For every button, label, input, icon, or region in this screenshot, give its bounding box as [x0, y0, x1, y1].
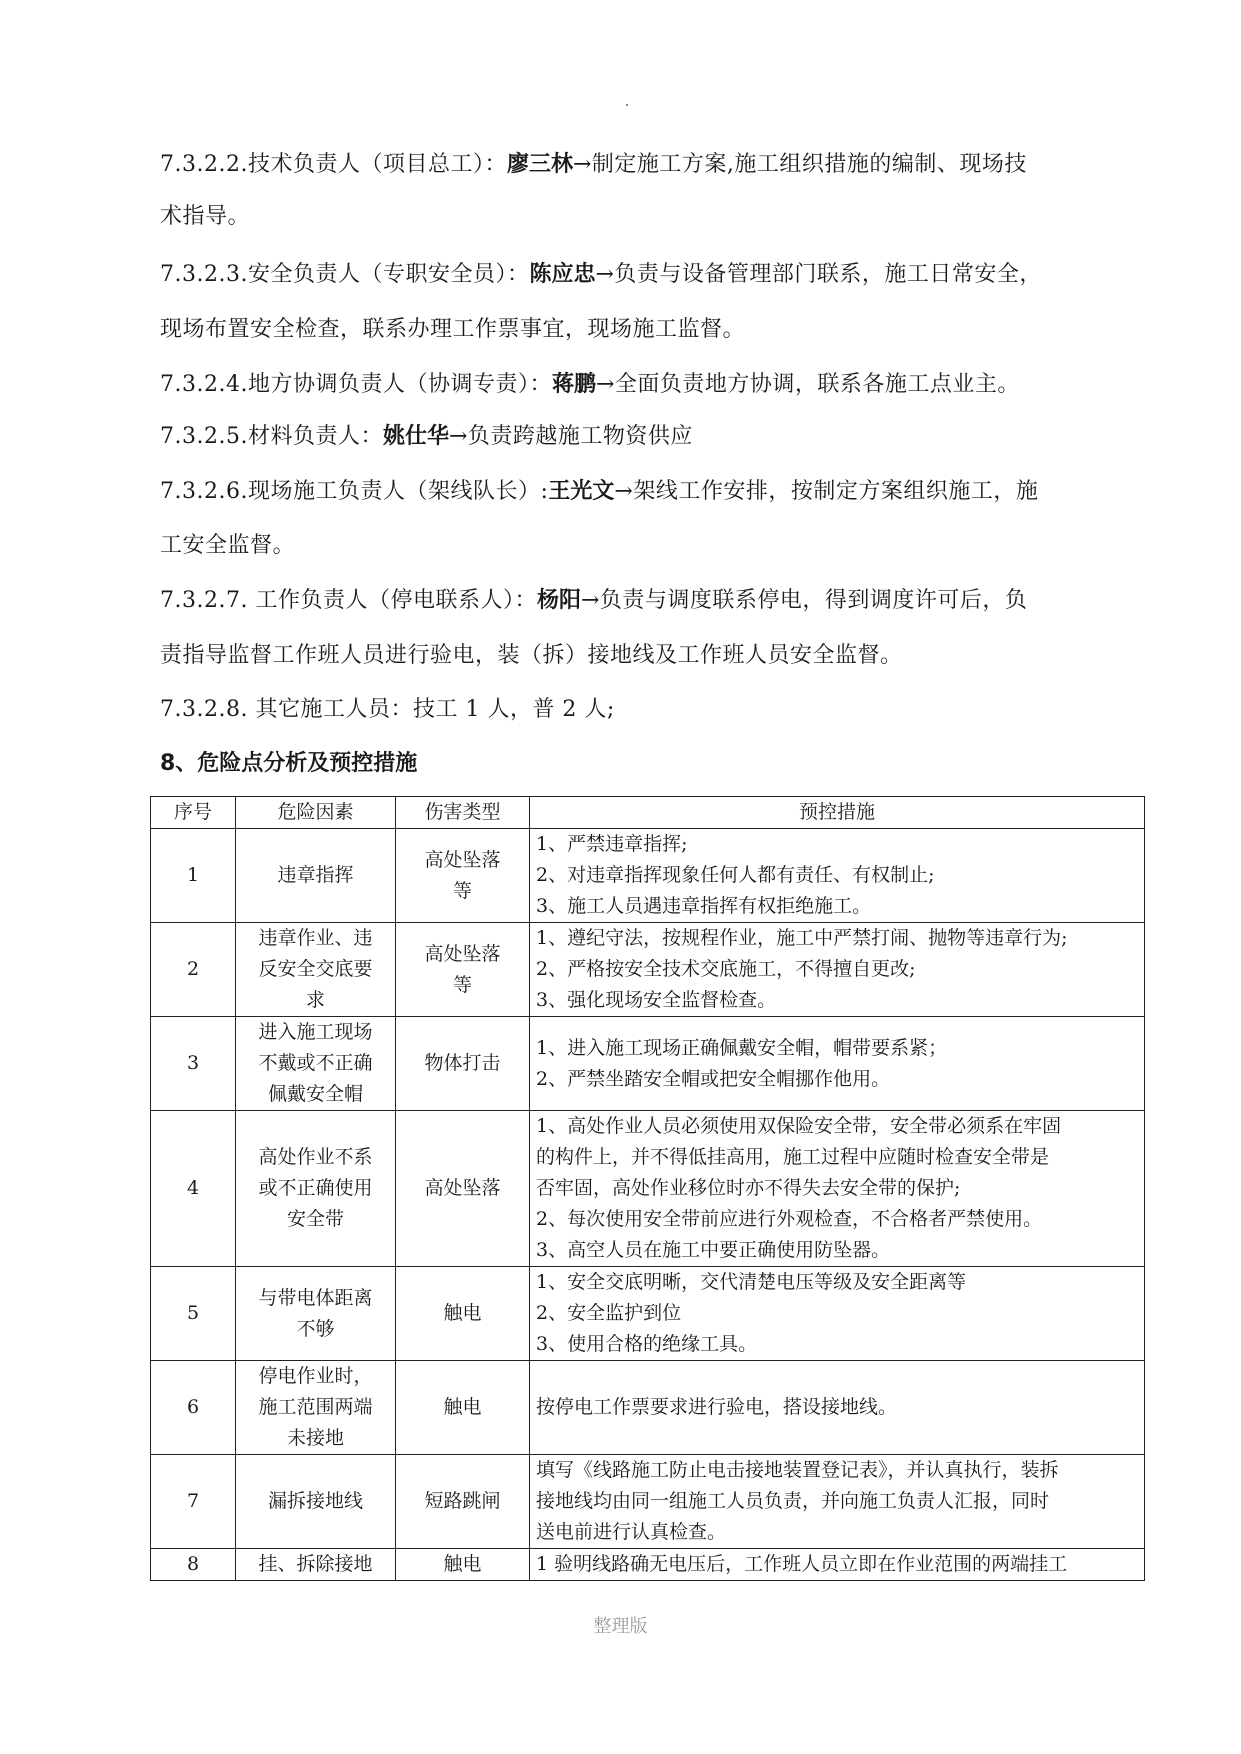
cell-measures-line: 3、施工人员遇违章指挥有权拒绝施工。: [536, 895, 872, 917]
cell-measures-line: 1、遵纪守法，按规程作业，施工中严禁打闹、抛物等违章行为;: [536, 927, 1068, 949]
text-line: 7.3.2.7. 工作负责人（停电联系人）：杨阳→负责与调度联系停电，得到调度许可后，负: [160, 588, 1028, 613]
section-heading: 8、危险点分析及预控措施: [160, 751, 418, 776]
table-row: [151, 923, 1145, 1017]
cell-harm-line: 物体打击: [424, 1052, 501, 1074]
cell-factor: [236, 1549, 396, 1581]
cell-factor-line: 不戴或不正确: [258, 1052, 373, 1074]
text-line: 7.3.2.5.材料负责人：姚仕华→负责跨越施工物资供应: [160, 424, 693, 449]
header-no: 序号: [151, 797, 236, 829]
person-name: 廖三林: [506, 152, 573, 177]
cell-factor-line: 挂、拆除接地: [258, 1553, 373, 1575]
cell-no: 5: [151, 1267, 236, 1361]
cell-measures: [530, 1549, 1145, 1581]
cell-measures-line: 2、每次使用安全带前应进行外观检查，不合格者严禁使用。: [536, 1208, 1043, 1230]
cell-factor-line: 漏拆接地线: [267, 1490, 363, 1512]
header-measures: 预控措施: [530, 797, 1145, 829]
header-factor: 危险因素: [236, 797, 396, 829]
cell-no: 7: [151, 1455, 236, 1549]
text-line: 术指导。: [160, 204, 251, 229]
cell-harm-line: 触电: [443, 1396, 482, 1418]
table-row: [151, 1111, 1145, 1267]
cell-factor-line: 安全带: [286, 1208, 344, 1230]
cell-measures-line: 3、高空人员在施工中要正确使用防坠器。: [536, 1239, 891, 1261]
cell-measures-line: 3、强化现场安全监督检查。: [536, 989, 777, 1011]
cell-harm: [396, 1549, 530, 1581]
cell-factor: [236, 1455, 396, 1549]
cell-harm: [396, 1017, 530, 1111]
table-row: [151, 1361, 1145, 1455]
table-row: [151, 1455, 1145, 1549]
cell-harm-line: 等: [452, 879, 472, 902]
text-line: 7.3.2.6.现场施工负责人（架线队长）:王光文→架线工作安排，按制定方案组织施工，施: [160, 479, 1039, 504]
table-row: [151, 829, 1145, 923]
header-mark: [626, 104, 628, 106]
cell-no: 1: [151, 829, 236, 923]
cell-factor-line: 佩戴安全帽: [267, 1083, 363, 1105]
table-header-row: [151, 797, 1145, 829]
cell-harm: [396, 923, 530, 1017]
cell-measures-line: 1、高处作业人员必须使用双保险安全带，安全带必须系在牢固: [536, 1115, 1062, 1137]
cell-harm-line: 触电: [443, 1553, 482, 1575]
cell-measures-line: 2、严禁坐踏安全帽或把安全帽挪作他用。: [536, 1067, 891, 1090]
cell-no: 2: [151, 923, 236, 1017]
table-row: [151, 1017, 1145, 1111]
person-name: 王光文: [548, 479, 615, 504]
table-row: [151, 1267, 1145, 1361]
cell-measures-line: 送电前进行认真检查。: [536, 1521, 727, 1543]
cell-factor: [236, 1361, 396, 1455]
cell-measures-line: 1、安全交底明晰，交代清楚电压等级及安全距离等: [536, 1271, 967, 1293]
cell-measures-line: 接地线均由同一组施工人员负责，并向施工负责人汇报，同时: [536, 1490, 1050, 1512]
cell-harm-line: 高处坠落: [424, 942, 501, 965]
cell-factor-line: 未接地: [286, 1427, 344, 1449]
text-line: 工安全监督。: [160, 533, 296, 558]
cell-harm: [396, 829, 530, 923]
header-harm: 伤害类型: [396, 797, 530, 829]
table-row: [151, 1549, 1145, 1581]
cell-factor-line: 不够: [296, 1317, 335, 1340]
cell-measures-line: 2、严格按安全技术交底施工，不得擅自更改;: [536, 958, 916, 980]
person-name: 姚仕华: [382, 424, 449, 449]
cell-measures: [530, 829, 1145, 923]
cell-harm-line: 高处坠落: [424, 848, 501, 871]
cell-factor-line: 求: [305, 989, 325, 1011]
cell-measures-line: 2、安全监护到位: [536, 1302, 682, 1324]
cell-no: 6: [151, 1361, 236, 1455]
cell-measures: [530, 923, 1145, 1017]
cell-harm: [396, 1111, 530, 1267]
cell-harm-line: 高处坠落: [424, 1177, 501, 1199]
footer-label: 整理版: [593, 1616, 648, 1637]
cell-measures-line: 1、严禁违章指挥;: [536, 833, 688, 855]
cell-measures: [530, 1455, 1145, 1549]
cell-measures-line: 填写《线路施工防止电击接地装置登记表》，并认真执行，装拆: [536, 1459, 1059, 1481]
cell-measures-line: 1 验明线路确无电压后，工作班人员立即在作业范围的两端挂工: [536, 1553, 1068, 1575]
cell-harm-line: 等: [452, 973, 472, 996]
cell-measures-line: 2、对违章指挥现象任何人都有责任、有权制止;: [536, 864, 935, 886]
cell-harm-line: 短路跳闸: [424, 1490, 501, 1512]
text-line: 责指导监督工作班人员进行验电，装（拆）接地线及工作班人员安全监督。: [160, 643, 903, 668]
cell-measures-line: 1、进入施工现场正确佩戴安全帽，帽带要系紧；: [536, 1036, 948, 1059]
cell-measures-line: 的构件上，并不得低挂高用，施工过程中应随时检查安全带是: [536, 1146, 1050, 1168]
cell-measures: [530, 1017, 1145, 1111]
cell-harm: [396, 1455, 530, 1549]
cell-factor: [236, 1017, 396, 1111]
cell-factor: [236, 1111, 396, 1267]
cell-factor-line: 违章指挥: [277, 864, 354, 886]
cell-measures: [530, 1267, 1145, 1361]
cell-factor-line: 停电作业时，: [258, 1365, 373, 1387]
text-line: 7.3.2.3.安全负责人（专职安全员）：陈应忠→负责与设备管理部门联系，施工日常安全，: [160, 262, 1042, 287]
cell-factor: [236, 829, 396, 923]
risk-table: [150, 796, 1145, 1581]
cell-harm: [396, 1361, 530, 1455]
cell-factor-line: 或不正确使用: [258, 1177, 373, 1199]
cell-factor-line: 进入施工现场: [258, 1021, 373, 1043]
cell-measures-line: 3、使用合格的绝缘工具。: [536, 1333, 758, 1355]
text-line: 7.3.2.8. 其它施工人员：技工 1 人，普 2 人;: [160, 697, 615, 722]
cell-factor-line: 施工范围两端: [258, 1396, 373, 1418]
cell-measures-line: 按停电工作票要求进行验电，搭设接地线。: [536, 1396, 898, 1418]
text-line: 现场布置安全检查，联系办理工作票事宜，现场施工监督。: [160, 317, 746, 342]
cell-measures-line: 否牢固，高处作业移位时亦不得失去安全带的保护;: [536, 1177, 961, 1199]
cell-factor: [236, 1267, 396, 1361]
cell-harm-line: 触电: [443, 1302, 482, 1324]
person-name: 陈应忠: [529, 262, 596, 287]
person-name: 蒋鹏: [551, 372, 596, 397]
cell-factor-line: 高处作业不系: [258, 1146, 373, 1168]
cell-no: 3: [151, 1017, 236, 1111]
cell-harm: [396, 1267, 530, 1361]
cell-no: 8: [151, 1549, 236, 1581]
cell-factor-line: 与带电体距离: [258, 1286, 373, 1309]
text-line: 7.3.2.2.技术负责人（项目总工）：廖三林→制定施工方案,施工组织措施的编制、现场技: [160, 152, 1027, 177]
person-name: 杨阳: [536, 588, 581, 613]
cell-measures: [530, 1361, 1145, 1455]
cell-factor: [236, 923, 396, 1017]
cell-factor-line: 反安全交底要: [258, 958, 373, 980]
cell-measures: [530, 1111, 1145, 1267]
text-line: 7.3.2.4.地方协调负责人（协调专责）：蒋鹏→全面负责地方协调，联系各施工点业主。: [160, 372, 1020, 397]
cell-no: 4: [151, 1111, 236, 1267]
cell-factor-line: 违章作业、违: [258, 927, 373, 949]
